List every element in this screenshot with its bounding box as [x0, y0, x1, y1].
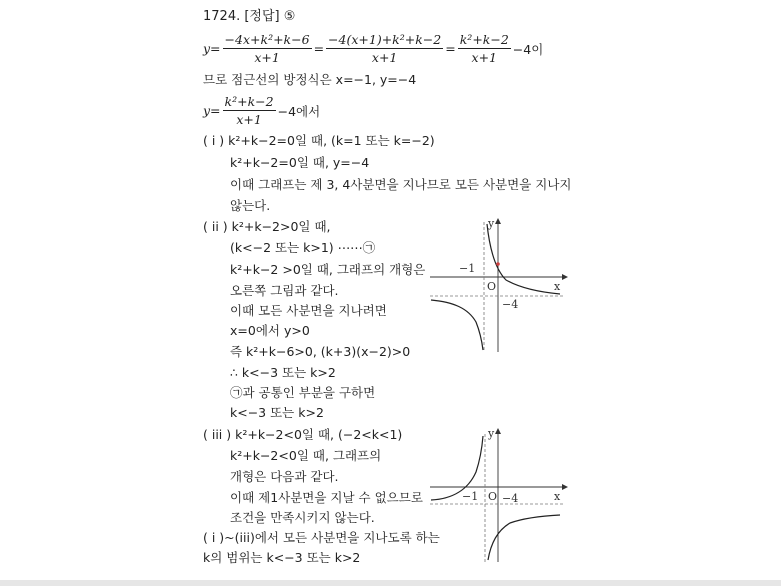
- case3-line-2: k²+k−2<0일 때, 그래프의: [230, 448, 382, 463]
- conclusion-line-2: k의 범위는 k<−3 또는 k>2: [203, 550, 361, 565]
- graph2-right-branch: [488, 515, 560, 560]
- case3-line-4: 이때 제1사분면을 지날 수 없으므로: [230, 490, 423, 505]
- case1-line-2: k²+k−2=0일 때, y=−4: [230, 155, 370, 170]
- graph1-y-arrow: [495, 218, 501, 224]
- graph2-y-label: y: [488, 428, 495, 440]
- graph1-left-branch: [431, 300, 483, 350]
- graph2-y-arrow: [495, 428, 501, 434]
- case2-line-6: x=0에서 y>0: [230, 323, 310, 338]
- eq1-tail: −4이: [512, 41, 544, 57]
- eq1-fraction-3: [458, 32, 511, 65]
- graph-case-2: [428, 218, 570, 354]
- eq2-denominator: x+1: [236, 112, 262, 127]
- graph2-v-asymptote-label: −1: [462, 490, 479, 503]
- graph1-origin-label: O: [487, 280, 497, 293]
- equation-2: [203, 94, 320, 127]
- graph2-x-label: x: [554, 490, 561, 503]
- graph2-x-arrow: [562, 484, 568, 490]
- case2-title: ( ii ) k²+k−2>0일 때,: [203, 219, 331, 234]
- case1-line-4: 않는다.: [230, 198, 271, 213]
- case2-line-10: k<−3 또는 k>2: [230, 405, 324, 420]
- graph2-h-asymptote-label: −4: [502, 492, 519, 505]
- graph1-y-label: y: [488, 218, 495, 230]
- eq1-fraction-1: [223, 32, 312, 65]
- case2-line-5: 이때 모든 사분면을 지나려면: [230, 303, 387, 318]
- eq1-f3-denominator: x+1: [471, 50, 497, 65]
- problem-header: 1724. [정답] ⑤: [203, 9, 296, 24]
- case2-line-9: ㉠과 공통인 부분을 구하면: [230, 385, 376, 400]
- bottom-scroll-strip: [0, 580, 781, 586]
- graph1-h-asymptote-label: −4: [502, 298, 519, 311]
- asymptote-line: 므로 점근선의 방정식은 x=−1, y=−4: [203, 72, 417, 87]
- case3-line-5: 조건을 만족시키지 않는다.: [230, 510, 375, 525]
- graph1-x-label: x: [554, 280, 561, 293]
- case1-title: ( i ) k²+k−2=0일 때, (k=1 또는 k=−2): [203, 133, 435, 148]
- eq2-numerator: k²+k−2: [224, 94, 274, 109]
- eq2-tail: −4에서: [277, 103, 321, 119]
- eq1-lhs: y=: [203, 41, 221, 56]
- graph1-x-arrow: [562, 274, 568, 280]
- case3-line-3: 개형은 다음과 같다.: [230, 469, 339, 484]
- case3-title: ( iii ) k²+k−2<0일 때, (−2<k<1): [203, 427, 403, 442]
- eq1-f3-numerator: k²+k−2: [459, 32, 509, 47]
- eq1-fraction-2: [326, 32, 443, 65]
- graph2-origin-label: O: [488, 490, 498, 503]
- equation-1: y= $\frac{\text{−4x+k²+k−6}}{x+1}$ = $\frac{\text{−4(x+1)+k²+k−2}}{x+1}$ = $\frac{\text{k²+k−2}}{x+1}$ −4이: [203, 32, 544, 65]
- case2-line-3: k²+k−2 >0일 때, 그래프의 개형은: [230, 262, 426, 277]
- eq2-lhs: y=: [203, 103, 221, 118]
- case1-line-3: 이때 그래프는 제 3, 4사분면을 지나므로 모든 사분면을 지나지: [230, 177, 572, 192]
- case2-line-4: 오른쪽 그림과 같다.: [230, 283, 339, 298]
- case2-line-2: (k<−2 또는 k>1) ⋯⋯㉠: [230, 240, 376, 255]
- conclusion-line-1: ( i )~(iii)에서 모든 사분면을 지나도록 하는: [203, 530, 440, 545]
- eq1-f2-numerator: −4(x+1)+k²+k−2: [328, 32, 442, 47]
- graph1-v-asymptote-label: −1: [459, 262, 476, 275]
- case2-line-8: ∴ k<−3 또는 k>2: [230, 365, 336, 380]
- eq1-f1-numerator: −4x+k²+k−6: [224, 32, 310, 47]
- graph1-y-intercept-point: [496, 262, 500, 266]
- eq2-fraction: [223, 94, 276, 127]
- case2-line-7: 즉 k²+k−6>0, (k+3)(x−2)>0: [230, 344, 411, 359]
- eq1-f2-denominator: x+1: [371, 50, 398, 65]
- eq1-f1-denominator: x+1: [254, 50, 280, 65]
- graph-case-3: [428, 428, 570, 564]
